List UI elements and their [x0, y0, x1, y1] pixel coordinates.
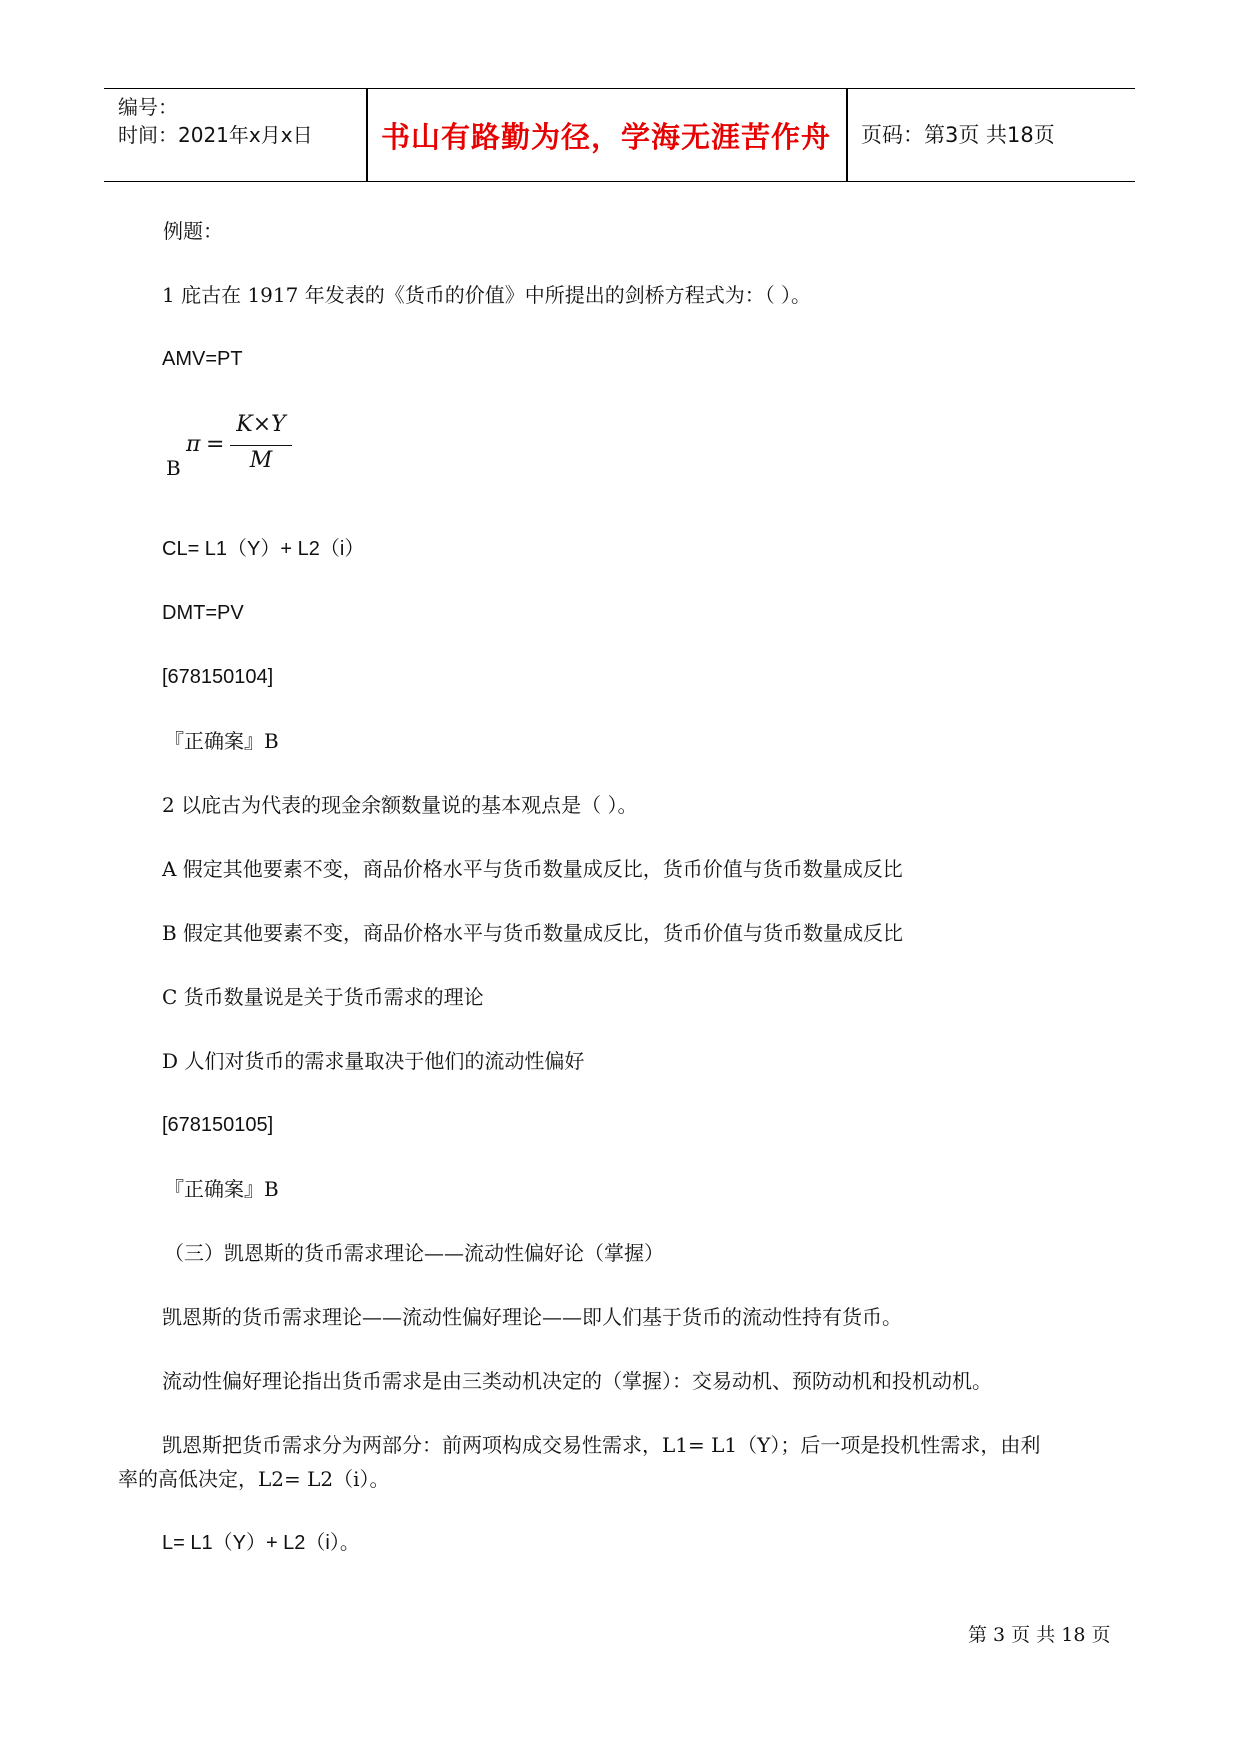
header-meta: [118, 93, 313, 149]
formula-equals: =: [206, 432, 225, 457]
paragraph-2: 流动性偏好理论指出货币需求是由三类动机决定的（掌握）：交易动机、预防动机和投机动机。: [162, 1369, 992, 1393]
formula-denominator: M: [249, 448, 273, 473]
q2-option-b: B 假定其他要素不变，商品价格水平与货币数量成反比，货币价值与货币数量成反比: [162, 921, 904, 945]
formula-option-label: B: [166, 456, 181, 480]
header-page-label: 页码：第3页 共18页: [861, 123, 1055, 147]
option-d: DMT=PV: [162, 602, 244, 624]
example-heading: 例题：: [163, 219, 223, 243]
q2-option-d: D 人们对货币的需求量取决于他们的流动性偏好: [162, 1049, 585, 1073]
answer-2: 『正确案』B: [164, 1177, 279, 1201]
time-label: 时间：2021年x月x日: [118, 123, 313, 147]
option-a: AMV=PT: [162, 348, 243, 370]
q2-option-c: C 货币数量说是关于货币需求的理论: [162, 985, 484, 1009]
option-b-formula: [162, 412, 302, 492]
formula-fraction-bar: [230, 445, 292, 446]
paragraph-3-line-1: 凯恩斯把货币需求分为两部分：前两项构成交易性需求，L1= L1（Y）；后一项是投机性需求，由利: [162, 1433, 1041, 1457]
option-c: CL= L1（Y）+ L2（i）: [162, 538, 365, 560]
page-footer: 第 3 页 共 18 页: [968, 1624, 1111, 1646]
formula-pi: π: [186, 432, 201, 457]
paragraph-1: 凯恩斯的货币需求理论——流动性偏好理论——即人们基于货币的流动性持有货币。: [162, 1305, 902, 1329]
question-1: 1 庇古在 1917 年发表的《货币的价值》中所提出的剑桥方程式为：（ ）。: [162, 283, 812, 307]
formula-summary: L= L1（Y）+ L2（i）。: [162, 1532, 360, 1554]
answer-1: 『正确案』B: [164, 729, 279, 753]
page-header: [104, 88, 1135, 182]
question-id-2: [678150105]: [162, 1114, 274, 1136]
question-2: 2 以庇古为代表的现金余额数量说的基本观点是（ ）。: [162, 793, 638, 817]
paragraph-3-line-2: 率的高低决定，L2= L2（i）。: [118, 1467, 390, 1491]
question-id-1: [678150104]: [162, 666, 274, 688]
section-heading: （三）凯恩斯的货币需求理论——流动性偏好论（掌握）: [164, 1241, 664, 1265]
formula-numerator: K×Y: [236, 412, 286, 437]
number-label: 编号：: [118, 95, 178, 119]
q2-option-a: A 假定其他要素不变，商品价格水平与货币数量成反比，货币价值与货币数量成反比: [162, 857, 903, 881]
header-motto: 书山有路勤为径，学海无涯苦作舟: [380, 119, 831, 154]
header-divider-right: [846, 89, 848, 181]
